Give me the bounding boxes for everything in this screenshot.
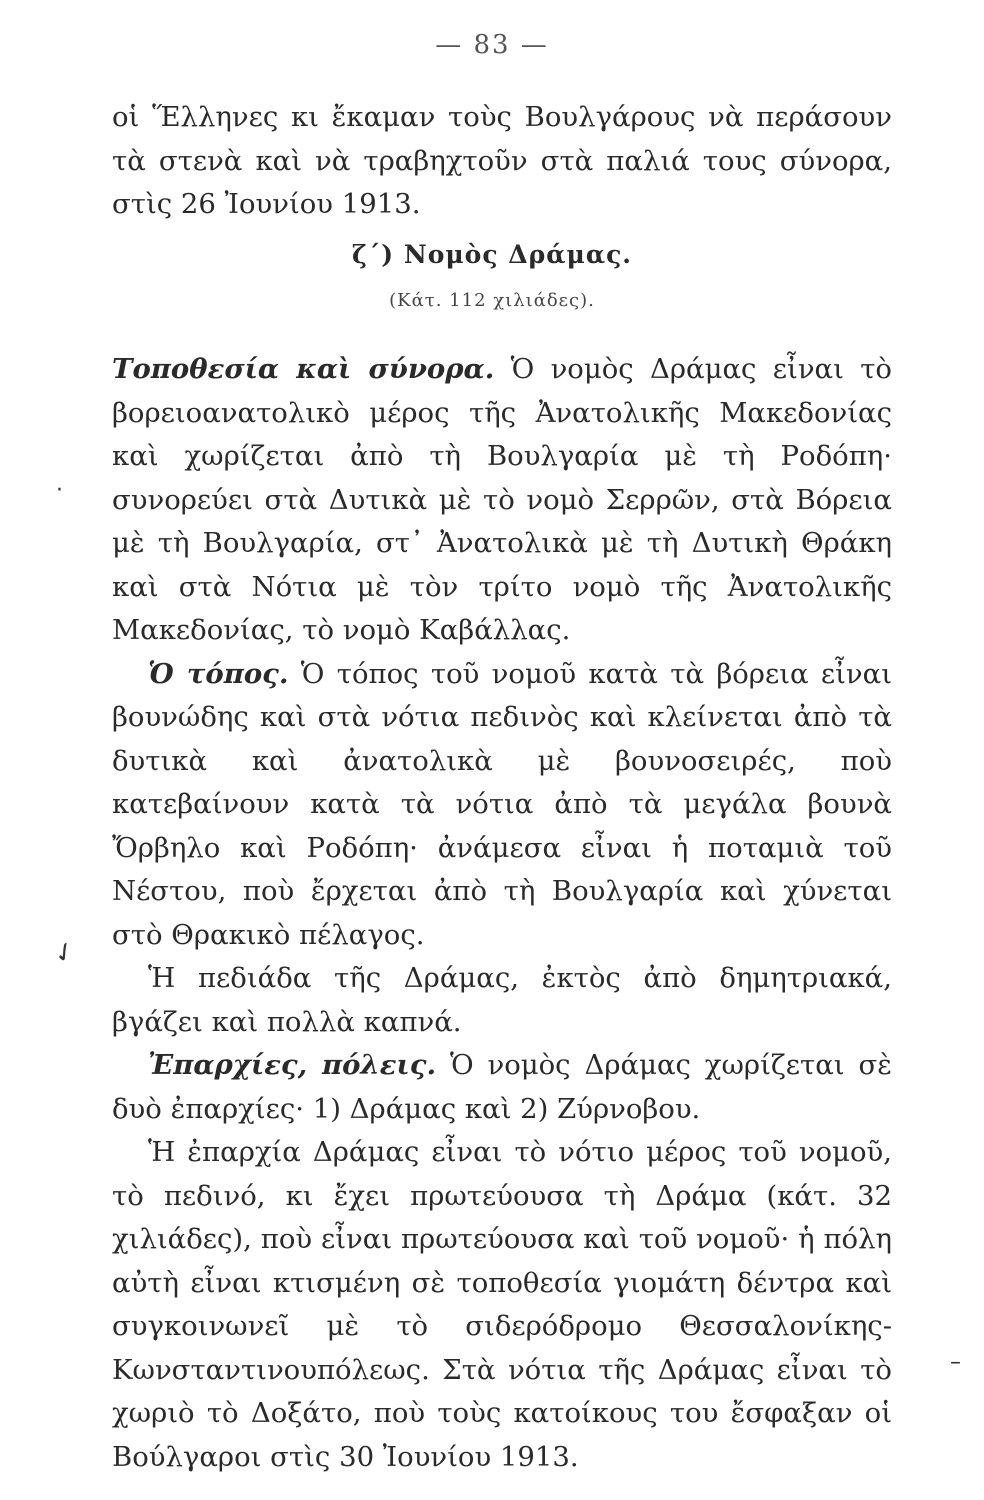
paragraph-terrain [112, 653, 892, 958]
paragraph-text: Ἡ πεδιάδα τῆς Δράμας, ἐκτὸς ἀπὸ δημητριακά, βγάζει καὶ πολλὰ καπνά. [112, 962, 892, 1038]
margin-dot-mark: · [56, 478, 63, 503]
section-subtitle: (Κάτ. 112 χιλιάδες). [389, 290, 595, 311]
paragraph-lead: Τοποθεσία καὶ σύνορα. [112, 353, 495, 385]
paragraph-lead: Ἐπαρχίες, πόλεις. [148, 1049, 437, 1081]
margin-check-mark: ✓ [47, 934, 82, 972]
paragraph-drama-province [112, 1131, 892, 1479]
paragraph-plain [112, 957, 892, 1044]
body-text [112, 348, 892, 1479]
paragraph-text: Ἡ ἐπαρχία Δράμας εἶναι τὸ νότιο μέρος τοῦ νομοῦ, τὸ πεδινό, κι ἔχει πρωτεύουσα τὴ Δράμα (κάτ. 32 χιλιάδες), ποὺ εἶναι πρωτεύουσα καὶ τοῦ νομοῦ· ἡ πόλη αὐτὴ εἶναι κτισμένη σὲ τοποθεσία γιομάτη δέντρα καὶ συγκοινωνεῖ μὲ τὸ σιδερόδρομο Θεσσαλονίκης-Κωνσταντινουπόλεως. Στὰ νότια τῆς Δράμας εἶναι τὸ χωριὸ τὸ Δοξάτο, ποὺ τοὺς κατοίκους του ἔσφαξαν οἱ Βούλγαροι στὶς 30 Ἰουνίου 1913. [112, 1136, 892, 1473]
margin-dash-mark: – [950, 1350, 961, 1375]
paragraph-text: Ὁ νομὸς Δράμας εἶναι τὸ βορειοανατολικὸ μέρος τῆς Ἀνατολικῆς Μακεδονίας καὶ χωρίζεται ἀπὸ τὴ Βουλγαρία μὲ τὴ Ροδόπη· συνορεύει στὰ Δυτικὰ μὲ τὸ νομὸ Σερρῶν, στὰ Βόρεια μὲ τὴ Βουλγαρία, στ᾽ Ἀνατολικὰ μὲ τὴ Δυτικὴ Θράκη καὶ στὰ Νότια μὲ τὸν τρίτο νομὸ τῆς Ἀνατολικῆς Μακεδονίας, τὸ νομὸ Καβάλλας. [112, 353, 892, 646]
paragraph-text: Ὁ νομὸς Δράμας χωρίζεται σὲ δυὸ ἐπαρχίες· 1) Δράμας καὶ 2) Ζύρνοβου. [112, 1049, 892, 1125]
paragraph-lead: Ὁ τόπος. [148, 657, 289, 690]
paragraph-provinces [112, 1044, 892, 1131]
intro-paragraph: οἱ Ἕλληνες κι ἔκαμαν τοὺς Βουλγάρους νὰ περάσουν τὰ στενὰ καὶ νὰ τραβηχτοῦν στὰ παλιά τους σύνορα, στὶς 26 Ἰουνίου 1913. [112, 101, 892, 220]
page-number: — 83 — [435, 30, 549, 60]
paragraph-text: Ὁ τόπος τοῦ νομοῦ κατὰ τὰ βόρεια εἶναι βουνώδης καὶ στὰ νότια πεδινὸς καὶ κλείνεται ἀπὸ τὰ δυτικὰ καὶ ἀνατολικὰ μὲ βουνοσειρές, ποὺ κατεβαίνουν κατὰ τὰ νότια ἀπὸ τὰ μεγάλα βουνὰ Ὄρβηλο καὶ Ροδόπη· ἀνάμεσα εἶναι ἡ ποταμιὰ τοῦ Νέστου, ποὺ ἔρχεται ἀπὸ τὴ Βουλγαρία καὶ χύνεται στὸ Θρακικὸ πέλαγος. [112, 657, 892, 951]
section-title: ζ΄) Νομὸς Δράμας. [352, 240, 632, 269]
paragraph-location [112, 348, 892, 653]
